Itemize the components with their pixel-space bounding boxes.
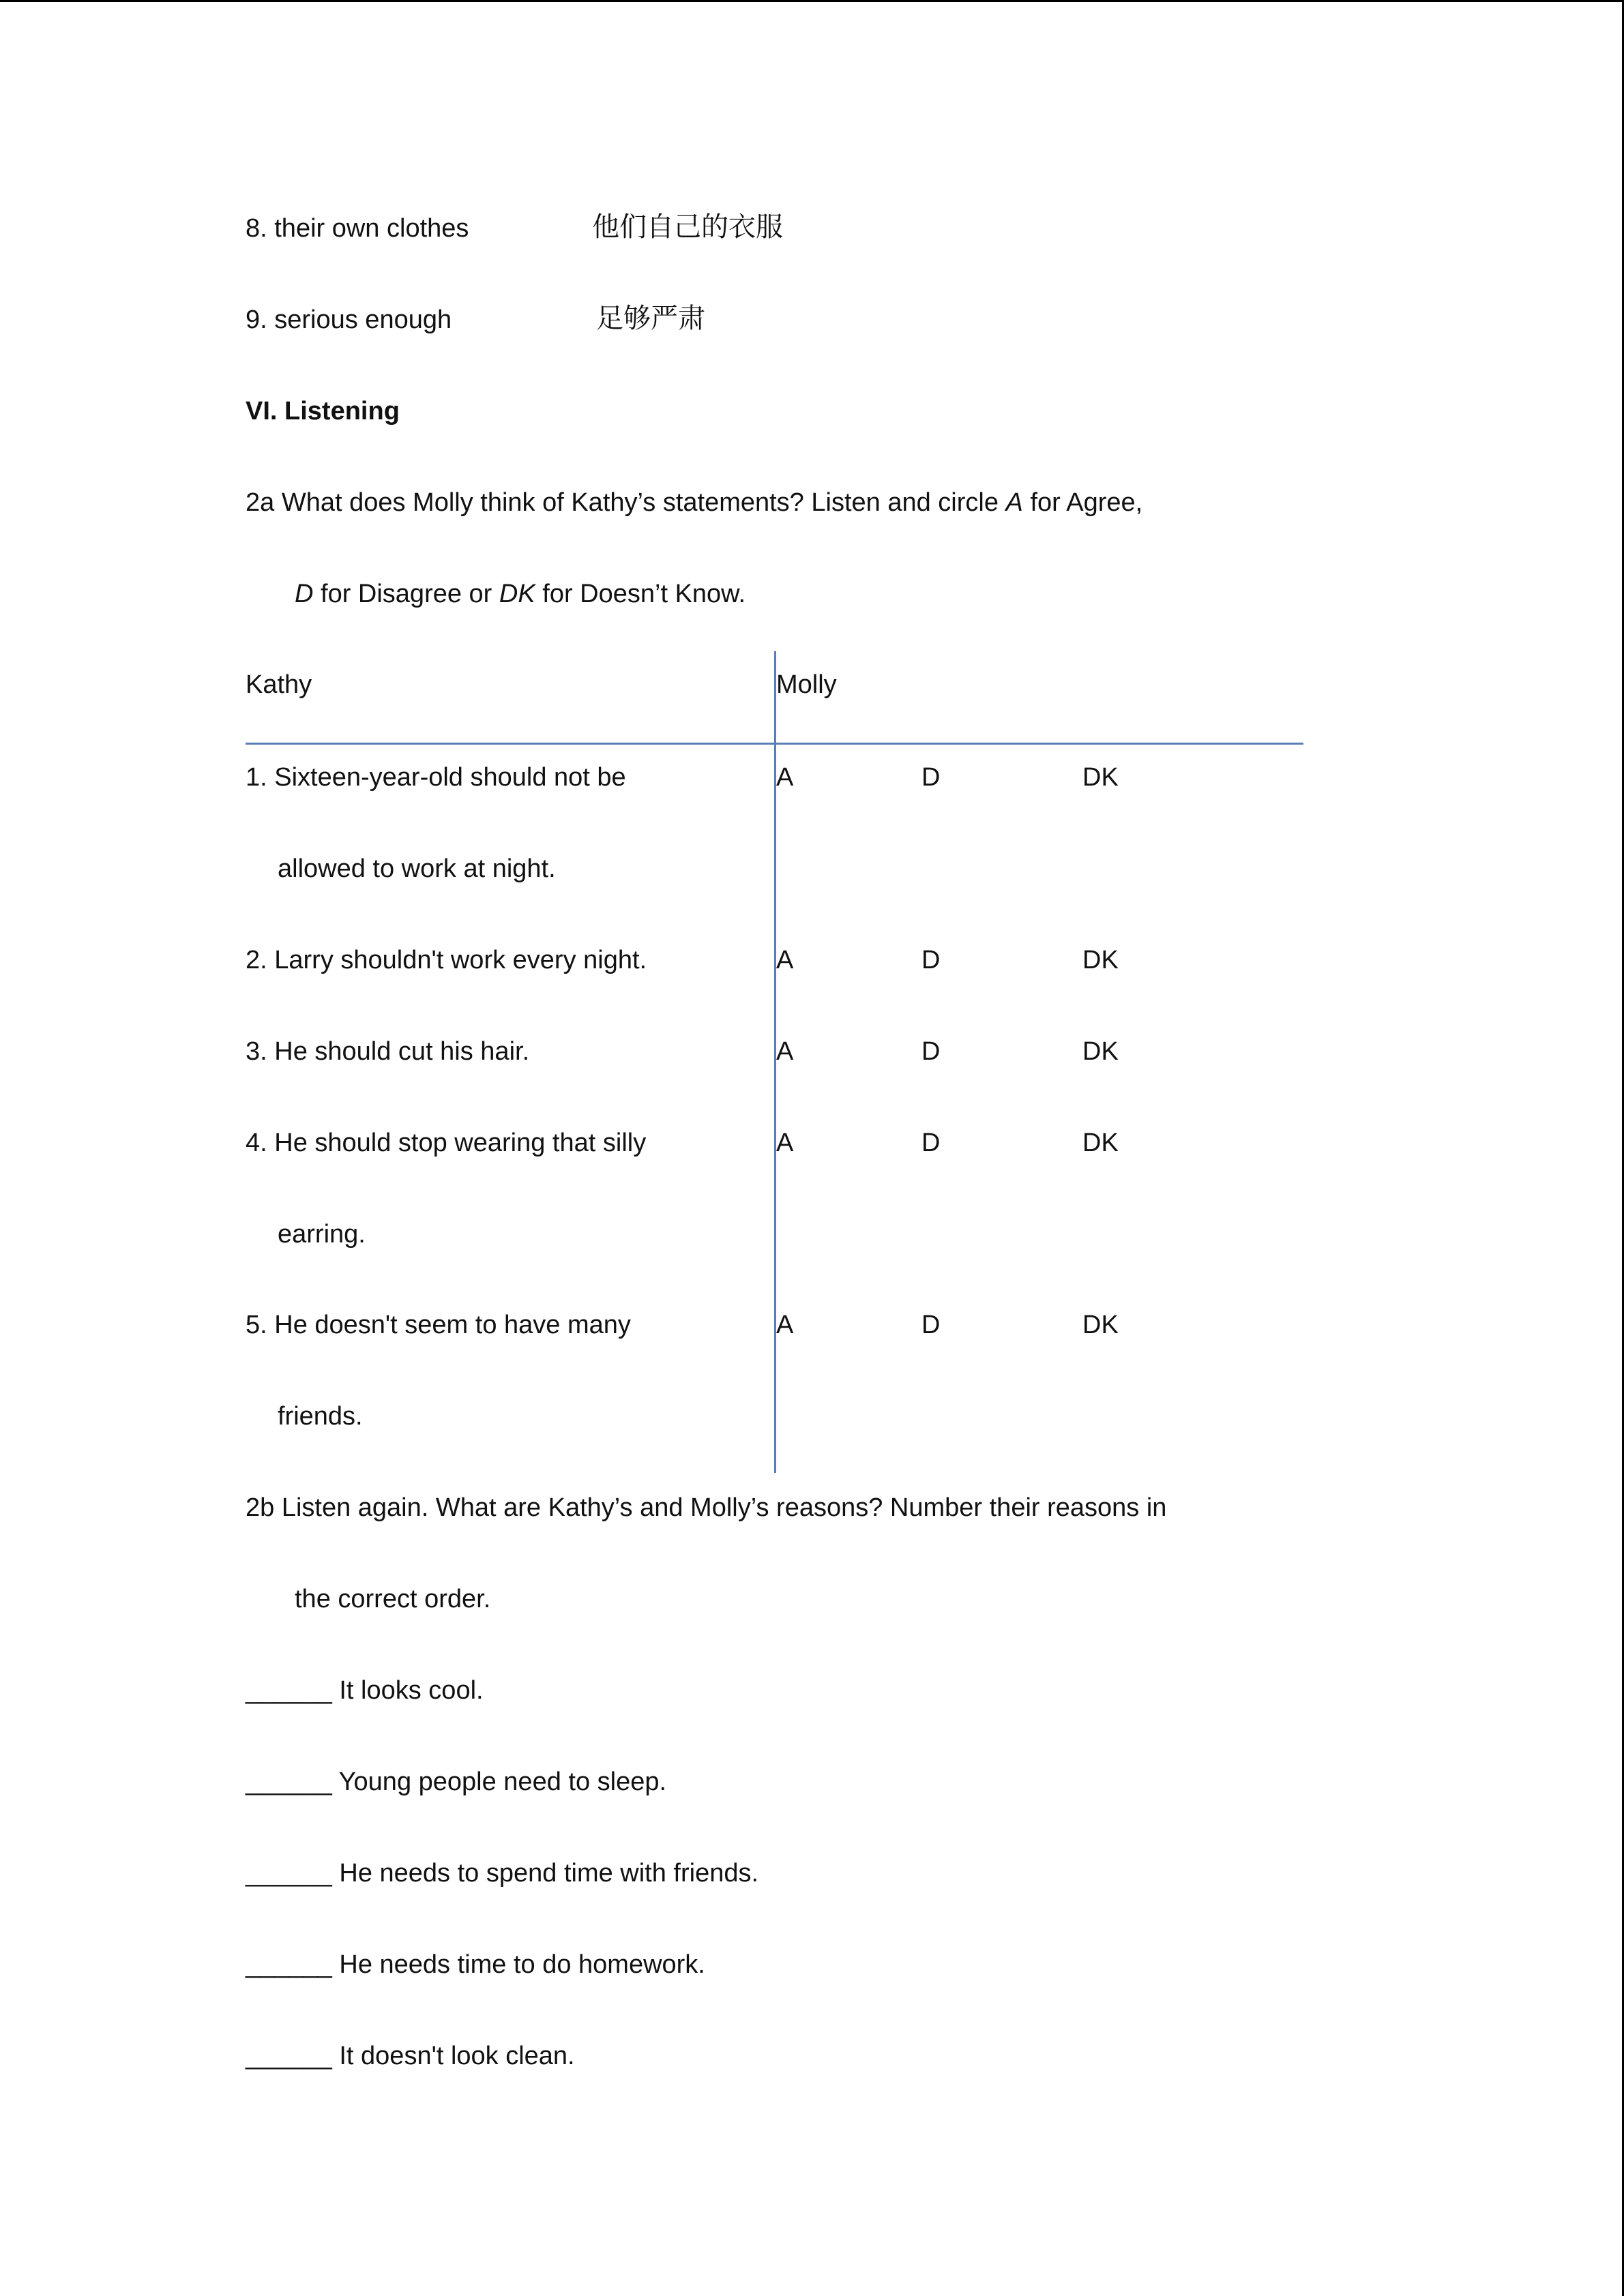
statement-text: 5. He doesn't seem to have many bbox=[246, 1311, 631, 1339]
answer-blank[interactable]: ______ bbox=[246, 1950, 332, 1979]
statement-text: 2. Larry shouldn't work every night. bbox=[246, 946, 647, 974]
q2b-instruction-line2: the correct order. bbox=[295, 1585, 491, 1613]
table-header-rule bbox=[246, 743, 1303, 745]
option-agree[interactable]: A bbox=[776, 1037, 794, 1066]
q2a-instruction-line1: 2a What does Molly think of Kathy’s statements? Listen and circle A for Agree, bbox=[246, 488, 1143, 517]
vocab-item-8-cn: 他们自己的衣服 bbox=[592, 211, 783, 243]
option-dont-know[interactable]: DK bbox=[1082, 1311, 1119, 1339]
option-agree[interactable]: A bbox=[776, 946, 794, 974]
option-disagree[interactable]: D bbox=[921, 1037, 941, 1066]
table-header-molly: Molly bbox=[776, 670, 837, 699]
statement-text-cont: friends. bbox=[278, 1402, 363, 1431]
answer-blank[interactable]: ______ bbox=[246, 1859, 332, 1888]
list-item: ______ Young people need to sleep. bbox=[246, 1768, 667, 1796]
answer-blank[interactable]: ______ bbox=[246, 1768, 332, 1796]
option-agree[interactable]: A bbox=[776, 763, 794, 792]
option-disagree[interactable]: D bbox=[921, 1129, 941, 1157]
statement-text: 4. He should stop wearing that silly bbox=[246, 1129, 647, 1157]
list-item: ______ It doesn't look clean. bbox=[246, 2042, 575, 2070]
statement-text-cont: earring. bbox=[278, 1220, 366, 1249]
q2a-instruction-line2: D for Disagree or DK for Doesn’t Know. bbox=[295, 580, 746, 608]
option-dont-know[interactable]: DK bbox=[1082, 763, 1119, 792]
list-item: ______ He needs to spend time with friends. bbox=[246, 1859, 759, 1888]
vocab-item-8-en: 8. their own clothes bbox=[246, 214, 469, 243]
vocab-item-9-en: 9. serious enough bbox=[246, 305, 452, 334]
option-disagree[interactable]: D bbox=[921, 763, 941, 792]
table-header-kathy: Kathy bbox=[246, 670, 312, 699]
page-border-top bbox=[0, 0, 1624, 2]
statement-text-cont: allowed to work at night. bbox=[278, 854, 556, 883]
q2b-instruction-line1: 2b Listen again. What are Kathy’s and Molly’s reasons? Number their reasons in bbox=[246, 1493, 1167, 1522]
section-title: VI. Listening bbox=[246, 397, 400, 426]
option-disagree[interactable]: D bbox=[921, 946, 941, 974]
option-dont-know[interactable]: DK bbox=[1082, 1129, 1119, 1157]
option-dont-know[interactable]: DK bbox=[1082, 946, 1119, 974]
statement-text: 1. Sixteen-year-old should not be bbox=[246, 763, 626, 792]
answer-blank[interactable]: ______ bbox=[246, 1676, 332, 1705]
option-dont-know[interactable]: DK bbox=[1082, 1037, 1119, 1066]
option-agree[interactable]: A bbox=[776, 1129, 794, 1157]
list-item: ______ He needs time to do homework. bbox=[246, 1950, 705, 1979]
answer-blank[interactable]: ______ bbox=[246, 2042, 332, 2070]
statement-text: 3. He should cut his hair. bbox=[246, 1037, 530, 1066]
list-item: ______ It looks cool. bbox=[246, 1676, 484, 1705]
option-disagree[interactable]: D bbox=[921, 1311, 941, 1339]
option-agree[interactable]: A bbox=[776, 1311, 794, 1339]
vocab-item-9-cn: 足够严肃 bbox=[596, 303, 705, 334]
